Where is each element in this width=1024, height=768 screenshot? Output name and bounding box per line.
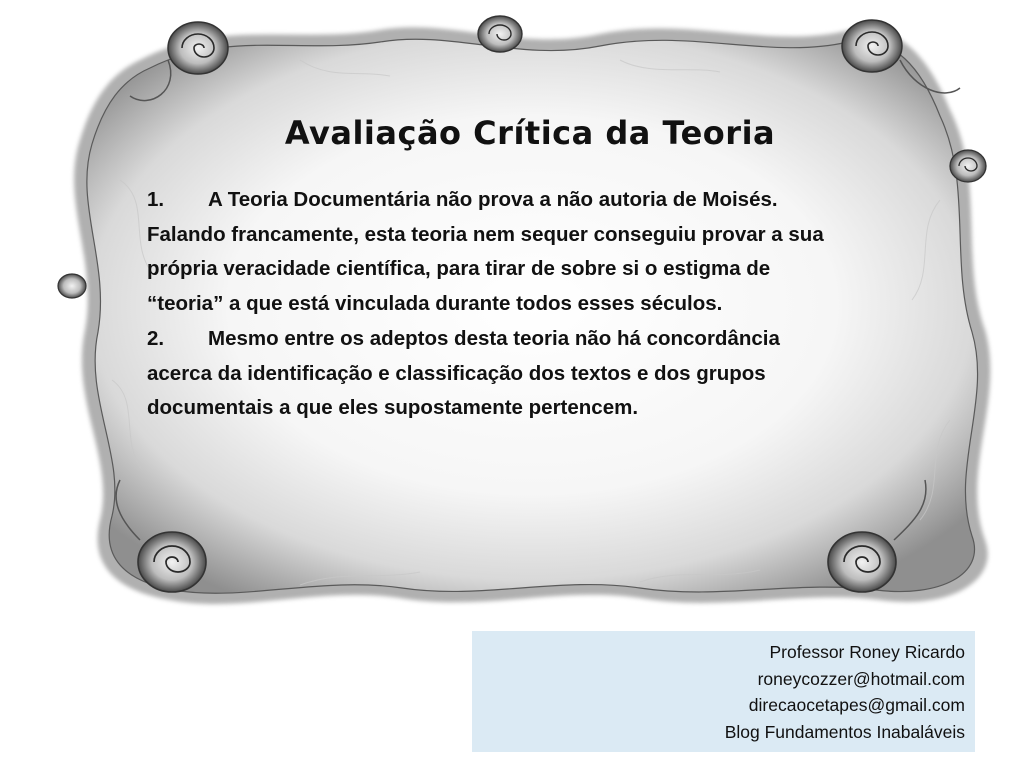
list-item-1 <box>147 183 847 322</box>
list-text-1: A Teoria Documentária não prova a não autoria de Moisés. Falando francamente, esta teoria nem sequer conseguiu provar a sua própria veracidade científica, para tirar de sobre si o estigma de “teoria” a que está vinculada durante todos esses séculos. <box>147 188 824 316</box>
slide-title: Avaliação Crítica da Teoria <box>284 114 776 152</box>
author-name: Professor Roney Ricardo <box>769 642 965 662</box>
list-text-2: Mesmo entre os adeptos desta teoria não há concordância acerca da identificação e classificação dos textos e dos grupos documentais a que eles supostamente pertencem. <box>147 326 780 420</box>
author-email-1: roneycozzer@hotmail.com <box>757 668 965 689</box>
list-number-1: 1. <box>147 188 165 211</box>
author-info-box <box>472 631 975 752</box>
blog-name: Blog Fundamentos Inabaláveis <box>724 721 965 742</box>
list-item-2 <box>147 322 847 426</box>
author-email-2: direcaocetapes@gmail.com <box>748 695 965 715</box>
list-number-2: 2. <box>147 326 165 350</box>
slide-body <box>147 183 847 426</box>
